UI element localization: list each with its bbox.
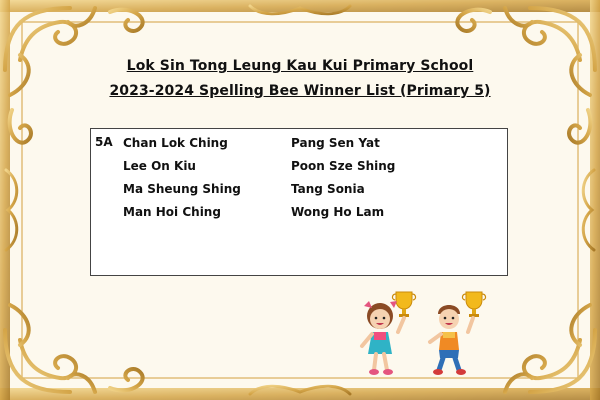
winner-name: Tang Sonia [291,182,365,196]
winner-name: Pang Sen Yat [291,136,380,150]
corner-ornament-top-left [5,8,143,143]
winner-column-2 [291,135,395,227]
girl-with-trophy-icon [362,292,416,375]
winner-name: Man Hoi Ching [123,205,221,219]
class-label: 5A [95,135,113,149]
boy-with-trophy-icon [430,292,486,375]
kids-with-trophies-illustration [350,288,500,380]
winner-column-1 [123,135,241,227]
winner-list-box [90,128,508,276]
corner-ornament-bottom-left [5,305,143,392]
winner-name: Ma Sheung Shing [123,182,241,196]
winner-name: Wong Ho Lam [291,205,385,219]
corner-ornament-top-right [457,8,595,143]
corner-ornament-bottom-right [505,305,595,392]
winner-name: Poon Sze Shing [291,159,396,173]
list-subtitle-text: 2023-2024 Spelling Bee Winner List (Primary 5) [109,83,491,99]
school-name-title: Lok Sin Tong Leung Kau Kui Primary School [126,58,474,74]
winner-name: Lee On Kiu [123,159,196,173]
winner-name: Chan Lok Ching [123,136,228,150]
list-subtitle [0,83,600,99]
